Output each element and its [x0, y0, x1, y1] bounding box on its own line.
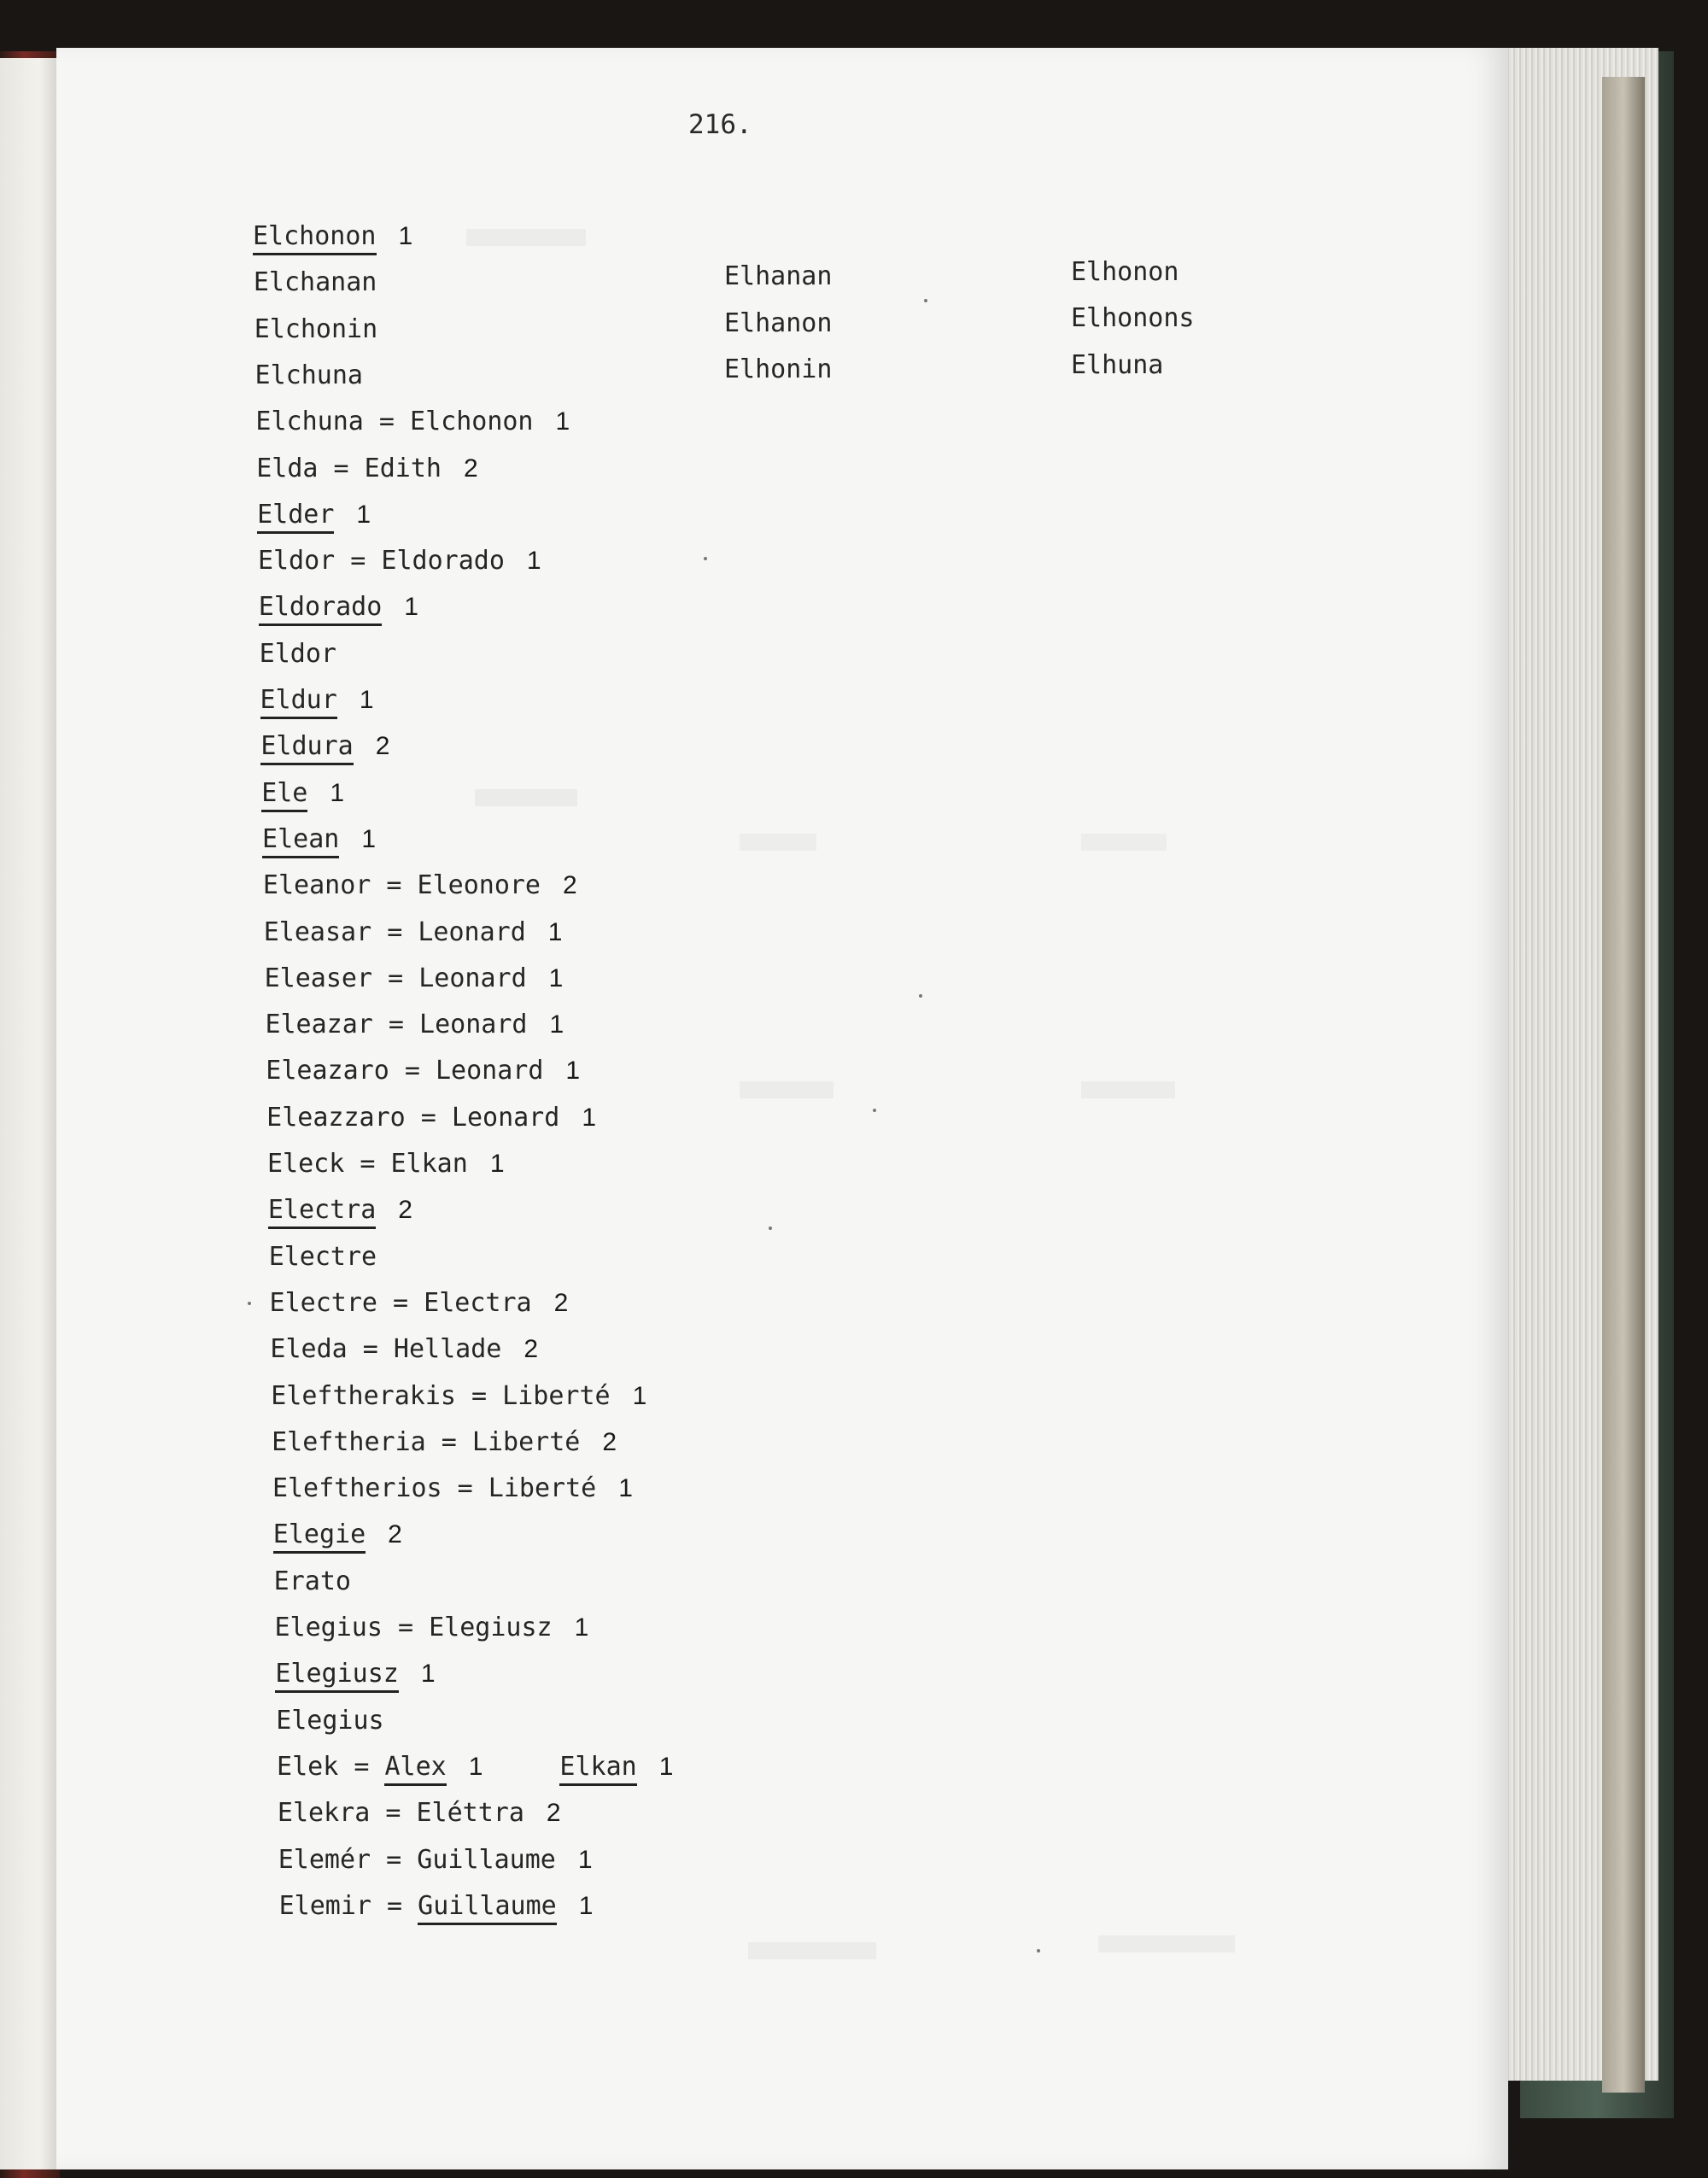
entry-text: Elchonin	[254, 313, 378, 344]
entry-text: Elda = Edith	[256, 453, 442, 483]
entry-line	[264, 963, 564, 993]
frequency-count: 1	[468, 1752, 483, 1781]
frequency-count: 1	[565, 1057, 581, 1086]
entry-line	[266, 1102, 596, 1133]
frequency-count: 2	[602, 1427, 617, 1456]
entry-text: Elekra = Eléttra	[277, 1798, 524, 1829]
frequency-count: 1	[361, 824, 377, 853]
frequency-count: 2	[398, 1196, 412, 1225]
frequency-count: 2	[553, 1288, 569, 1317]
frequency-count: 2	[464, 454, 478, 483]
entry-text: Elchuna	[254, 360, 363, 390]
entry-line	[253, 221, 413, 251]
entry-line	[257, 546, 541, 577]
entry-line	[272, 1519, 402, 1550]
entry-line	[262, 870, 577, 901]
show-through-shadow	[740, 1081, 834, 1098]
entry-line	[257, 499, 371, 530]
underlined-name: Elchonon	[253, 221, 377, 255]
entry-text: Eleftherios = Liberté	[272, 1473, 597, 1504]
frequency-count: 1	[420, 1660, 436, 1689]
entry-text: Eldor	[259, 638, 336, 669]
entry-line	[253, 267, 377, 298]
entry-line	[260, 685, 374, 715]
frequency-count: 1	[548, 963, 564, 992]
show-through-shadow	[466, 229, 586, 246]
entry-line	[254, 313, 378, 344]
entry-line	[272, 1473, 633, 1504]
variant-column-3-item: Elhonons	[1071, 303, 1195, 333]
underlined-name: Ele	[261, 778, 307, 812]
entry-line	[267, 1195, 412, 1226]
frequency-count: 2	[546, 1799, 561, 1828]
frequency-count: 1	[632, 1381, 647, 1410]
frequency-count: 1	[330, 778, 345, 807]
variant-column-3-item: Elhuna	[1071, 350, 1164, 380]
frequency-count: 1	[359, 686, 374, 714]
underlined-name: Elkan	[559, 1752, 636, 1786]
show-through-shadow	[748, 1942, 876, 1959]
entry-line	[256, 453, 478, 483]
underlined-name: Eldorado	[259, 592, 383, 626]
entry-text: Eleazzaro = Leonard	[266, 1102, 560, 1133]
frequency-count: 1	[547, 917, 563, 946]
book-page	[56, 48, 1508, 2169]
entry-text: Electre = Electra	[269, 1287, 532, 1318]
underlined-name: Elegie	[273, 1519, 366, 1554]
cover-spine-edge	[1602, 77, 1645, 2093]
entry-text: Elemér = Guillaume	[278, 1844, 556, 1875]
entry-line	[262, 823, 377, 854]
entry-text: Erato	[273, 1566, 351, 1596]
show-through-shadow	[475, 789, 577, 806]
entry-line	[270, 1334, 539, 1365]
entry-text: Elegius = Elegiusz	[274, 1613, 553, 1642]
paper-speck	[919, 994, 922, 998]
entry-text: Eldor = Eldorado	[257, 546, 505, 577]
variant-column-3-item: Elhonon	[1071, 257, 1179, 287]
entry-line	[272, 1426, 617, 1457]
frequency-count: 1	[398, 222, 413, 250]
entry-text: Elek =	[277, 1751, 385, 1782]
variant-column-2-item: Elhonin	[724, 354, 833, 384]
show-through-shadow	[1081, 1081, 1175, 1098]
entry-line	[261, 777, 345, 808]
entry-line	[278, 1844, 593, 1875]
entry-text: Eleanor = Eleonore	[262, 870, 541, 901]
frequency-count: 1	[489, 1150, 505, 1178]
variant-column-2-item: Elhanon	[724, 308, 833, 338]
underlined-name: Elean	[262, 824, 339, 858]
entry-line	[255, 409, 570, 435]
entry-text: Eleasar = Leonard	[263, 916, 526, 947]
entry-line	[276, 1705, 384, 1736]
paper-speck	[873, 1109, 876, 1112]
paper-speck	[1037, 1949, 1040, 1953]
entry-text: Eleazar = Leonard	[265, 1010, 528, 1040]
variant-column-2-item: Elhanan	[724, 261, 833, 291]
entry-text: Eleck = Elkan	[267, 1149, 468, 1179]
entry-line	[263, 916, 563, 947]
show-through-shadow	[740, 834, 816, 851]
entry-text: Eleftherakis = Liberté	[271, 1380, 611, 1411]
underlined-name: Alex	[384, 1752, 446, 1786]
entry-text: Eleftheria = Liberté	[272, 1426, 581, 1457]
entry-text: Elchanan	[253, 267, 377, 298]
frequency-count: 1	[582, 1103, 596, 1132]
show-through-shadow	[1098, 1935, 1235, 1953]
frequency-count: 1	[618, 1474, 633, 1503]
entry-line	[258, 592, 418, 623]
underlined-name: Elder	[257, 500, 334, 534]
frequency-count: 1	[555, 407, 570, 436]
underlined-name: Guillaume	[418, 1891, 557, 1925]
frequency-count: 1	[574, 1613, 589, 1642]
entry-line	[273, 1566, 351, 1596]
entry-line	[268, 1241, 377, 1272]
entry-text: Eleda = Hellade	[270, 1334, 502, 1365]
paper-speck	[924, 299, 927, 302]
entry-line	[277, 1751, 674, 1782]
entry-line	[278, 1890, 594, 1921]
frequency-count: 2	[375, 732, 390, 761]
entry-line	[275, 1615, 589, 1641]
entry-text: Elemir =	[278, 1890, 418, 1921]
underlined-name: Eldura	[260, 731, 353, 765]
underlined-name: Eldur	[260, 685, 337, 719]
entry-text: Elegius	[276, 1705, 384, 1736]
frequency-count: 2	[563, 871, 577, 900]
frequency-count: 1	[404, 593, 418, 622]
frequency-count: 1	[549, 1010, 564, 1039]
entry-line	[275, 1661, 435, 1687]
entry-text: Eleazaro = Leonard	[266, 1056, 544, 1086]
frequency-count: 2	[524, 1335, 539, 1364]
entry-line	[259, 638, 336, 669]
frequency-count: 1	[356, 500, 371, 529]
frequency-count: 2	[388, 1520, 402, 1549]
entry-line	[260, 731, 390, 762]
paper-speck	[704, 557, 707, 560]
entry-line	[269, 1287, 569, 1318]
underlined-name: Electra	[268, 1195, 376, 1229]
entry-line	[266, 1058, 580, 1084]
entry-line	[277, 1798, 561, 1829]
paper-speck	[769, 1227, 772, 1230]
entry-line	[267, 1151, 505, 1177]
frequency-count: 1	[526, 547, 541, 576]
entry-line	[265, 1012, 564, 1038]
entry-text: Eleaser = Leonard	[264, 963, 527, 993]
facing-page-edge	[0, 58, 56, 2169]
underlined-name: Elegiusz	[275, 1659, 399, 1693]
paper-speck	[248, 1302, 251, 1305]
entry-line	[254, 360, 363, 390]
show-through-shadow	[1081, 834, 1167, 851]
frequency-count: 1	[577, 1845, 593, 1874]
frequency-count: 1	[578, 1891, 594, 1920]
entry-line	[271, 1380, 647, 1411]
entry-text: Elchuna = Elchonon	[255, 407, 534, 437]
frequency-count: 1	[658, 1752, 674, 1781]
page-number: 216.	[688, 109, 752, 140]
entry-text: Electre	[268, 1241, 377, 1272]
